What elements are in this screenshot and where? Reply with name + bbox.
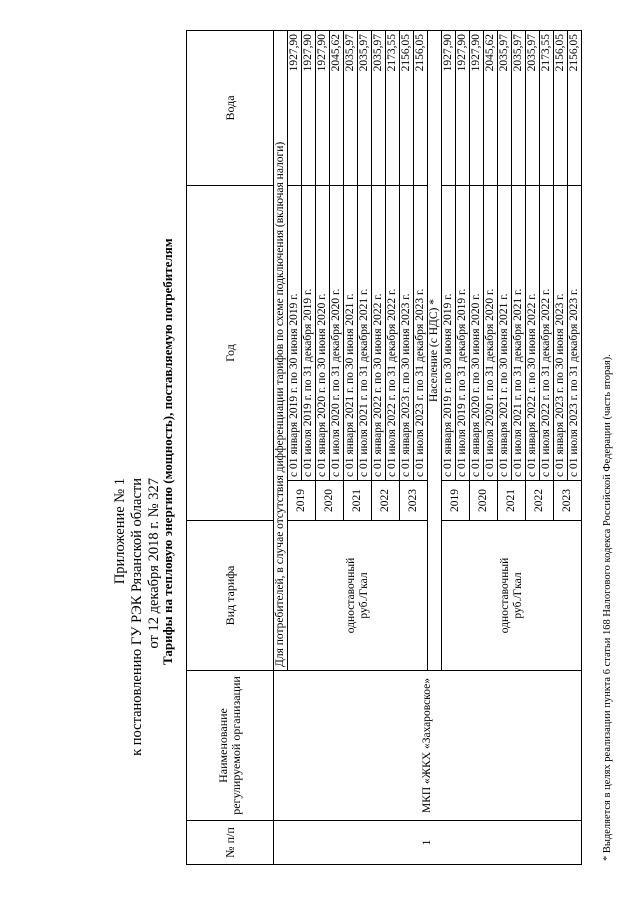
row-number-cell: 1 [274,821,582,865]
value-cell: 2035,97 [512,31,526,186]
header-num: № п/п [187,821,274,865]
value-cell: 1927,90 [442,31,456,186]
value-cell: 2035,97 [358,31,372,186]
section-row [274,31,288,865]
value-cell: 2045,62 [484,31,498,186]
year-cell: 2023 [554,481,582,521]
tariff-unit-label: руб./Гкал [357,572,370,619]
header-value: Вода [187,31,274,186]
organization-cell: МКП «ЖКХ «Захаровское» [274,671,582,821]
year-cell: 2021 [344,481,372,521]
period-cell: с 01 июля 2021 г. по 31 декабря 2021 г. [512,186,526,481]
value-cell: 2156,05 [400,31,414,186]
period-cell: с 01 июля 2022 г. по 31 декабря 2022 г. [540,186,554,481]
year-cell: 2019 [442,481,470,521]
value-cell: 1927,90 [470,31,484,186]
footnote: * Выделяется в целях реализации пункта 6 статьи 168 Налогового кодекса Российской Федерации (часть вторая). [602,354,613,861]
period-cell: с 01 июля 2019 г. по 31 декабря 2019 г. [302,186,316,481]
period-cell: с 01 января 2021 г. по 30 июня 2021 г. [344,186,358,481]
tariff-type-label: одноставочный [498,557,511,634]
period-cell: с 01 января 2020 г. по 30 июня 2020 г. [316,186,330,481]
year-cell: 2022 [372,481,400,521]
period-cell: с 01 июля 2019 г. по 31 декабря 2019 г. [456,186,470,481]
table-header-row [187,31,274,865]
value-cell: 2156,05 [414,31,428,186]
period-cell: с 01 июля 2023 г. по 31 декабря 2023 г. [568,186,582,481]
value-cell: 1927,90 [456,31,470,186]
period-cell: с 01 июля 2023 г. по 31 декабря 2023 г. [414,186,428,481]
header-org: Наименование регулируемой организации [187,671,274,821]
period-cell: с 01 июля 2022 г. по 31 декабря 2022 г. [386,186,400,481]
value-cell: 1927,90 [288,31,302,186]
period-cell: с 01 июля 2020 г. по 31 декабря 2020 г. [484,186,498,481]
year-cell: 2019 [288,481,316,521]
header-type: Вид тарифа [187,521,274,671]
period-cell: с 01 января 2023 г. по 30 июня 2023 г. [400,186,414,481]
year-cell: 2022 [526,481,554,521]
year-cell: 2020 [470,481,498,521]
value-cell: 2035,97 [344,31,358,186]
value-cell: 1927,90 [316,31,330,186]
year-cell: 2021 [498,481,526,521]
appendix-line-2: к постановлению ГУ РЭК Рязанской области [129,478,145,756]
period-cell: с 01 января 2022 г. по 30 июня 2022 г. [372,186,386,481]
period-cell: с 01 января 2022 г. по 30 июня 2022 г. [526,186,540,481]
value-cell: 2156,05 [568,31,582,186]
value-cell: 2035,97 [372,31,386,186]
section2-title: Население (с НДС) * [428,31,442,671]
year-cell: 2023 [400,481,428,521]
tariff-unit-label: руб./Гкал [511,572,524,619]
value-cell: 2156,05 [554,31,568,186]
period-cell: с 01 января 2020 г. по 30 июня 2020 г. [470,186,484,481]
appendix-header [112,478,163,756]
tariff-type-cell [442,521,582,671]
period-cell: с 01 июля 2020 г. по 31 декабря 2020 г. [330,186,344,481]
period-cell: с 01 января 2019 г. по 30 июня 2019 г. [442,186,456,481]
period-cell: с 01 января 2023 г. по 30 июня 2023 г. [554,186,568,481]
tariff-table [186,30,582,865]
value-cell: 2035,97 [526,31,540,186]
tariff-type-label: одноставочный [344,557,357,634]
section1-title: Для потребителей, в случае отсутствия дифференциации тарифов по схеме подключения (включая налоги) [274,31,288,671]
value-cell: 2045,62 [330,31,344,186]
period-cell: с 01 января 2019 г. по 30 июня 2019 г. [288,186,302,481]
header-year: Год [187,186,274,521]
tariff-type-cell [288,521,428,671]
value-cell: 2173,55 [386,31,400,186]
year-cell: 2020 [316,481,344,521]
value-cell: 1927,90 [302,31,316,186]
table-body [274,31,582,865]
period-cell: с 01 июля 2021 г. по 31 декабря 2021 г. [358,186,372,481]
value-cell: 2035,97 [498,31,512,186]
document-title: Тарифы на тепловую энергию (мощность), поставляемую потребителям [160,238,175,665]
period-cell: с 01 января 2021 г. по 30 июня 2021 г. [498,186,512,481]
value-cell: 2173,55 [540,31,554,186]
appendix-line-3: от 12 декабря 2018 г. № 327 [146,478,162,649]
appendix-line-1: Приложение № 1 [112,478,128,585]
